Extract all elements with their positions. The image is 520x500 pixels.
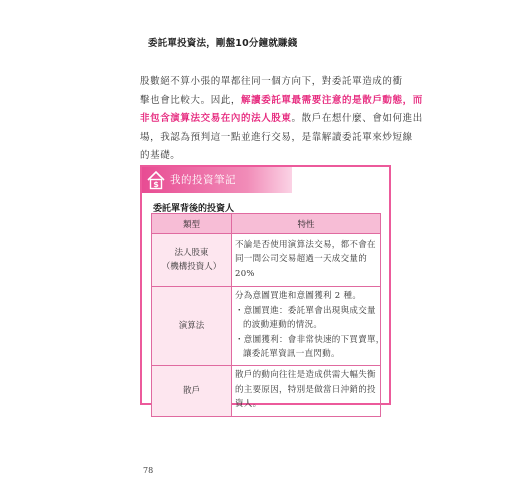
feature-cell <box>232 287 385 366</box>
feature-line: 資人。 <box>235 399 262 410</box>
svg-text:$: $ <box>153 180 159 189</box>
feature-cell <box>232 234 381 287</box>
feature-bullet-cont: 的波動連動的情況。 <box>243 320 323 330</box>
type-cell <box>152 234 232 287</box>
investor-table <box>151 213 385 417</box>
column-header-feature: 特性 <box>232 214 381 234</box>
feature-line: 散戶的動向往往是造成供需大幅失衡 <box>235 370 376 381</box>
body-text: 擊也會比較大。因此， <box>140 94 242 106</box>
type-cell <box>152 287 232 366</box>
type-sublabel: （機構投資人） <box>161 262 222 272</box>
highlight-text: 非包含演算法交易在內的法人股東 <box>140 113 292 124</box>
body-text: 。散戶在想什麼、會如何進出 <box>291 113 423 124</box>
type-label: 演算法 <box>178 320 205 331</box>
table-row <box>152 234 381 287</box>
type-label: 法人股東 <box>174 248 209 258</box>
body-paragraph <box>140 73 423 166</box>
body-line-1: 股數絕不算小張的單都往同一個方向下，對委託單造成的衝 <box>140 76 403 87</box>
note-title: 我的投資筆記 <box>170 174 236 186</box>
feature-line: 20% <box>235 268 255 279</box>
type-cell <box>152 365 232 416</box>
page-number: 78 <box>143 466 154 475</box>
table-header-row <box>152 214 381 234</box>
house-dollar-icon <box>146 170 166 190</box>
table-row <box>152 287 381 366</box>
body-line-5: 的基礎。 <box>140 150 181 161</box>
feature-line: 同一間公司交易超過一天成交量的 <box>235 254 368 265</box>
feature-line: 不論是否使用演算法交易，都不會在 <box>235 239 376 250</box>
feature-line: 的主要原因，特別是做當日沖銷的投 <box>235 384 376 395</box>
body-line-4: 場，我認為預判這一點並進行交易，是靠解讀委託單來炒短線 <box>140 131 413 143</box>
type-label: 散戶 <box>182 385 200 396</box>
highlight-text: 解讀委託單最需要注意的是散戶動態，而 <box>241 94 423 106</box>
feature-cell <box>232 365 381 416</box>
note-header <box>142 167 292 193</box>
feature-line: 分為意圖買進和意圖獲利 2 種。 <box>235 291 362 301</box>
investment-note-box <box>140 165 391 410</box>
feature-bullet: ・意圖買進：委託單會出現與成交量 <box>235 305 376 316</box>
body-line-3 <box>140 110 423 129</box>
column-header-type: 類型 <box>152 214 232 234</box>
running-head: 委託單投資法，剛盤10分鐘就賺錢 <box>148 38 298 49</box>
table-caption: 委託單背後的投資人 <box>153 204 235 214</box>
feature-bullet: ・意圖獲利：會非常快速的下買賣單， <box>235 334 385 345</box>
body-line-2 <box>140 92 423 111</box>
feature-bullet-cont: 讓委託單資訊一直閃動。 <box>243 349 340 359</box>
table-row <box>152 365 381 416</box>
